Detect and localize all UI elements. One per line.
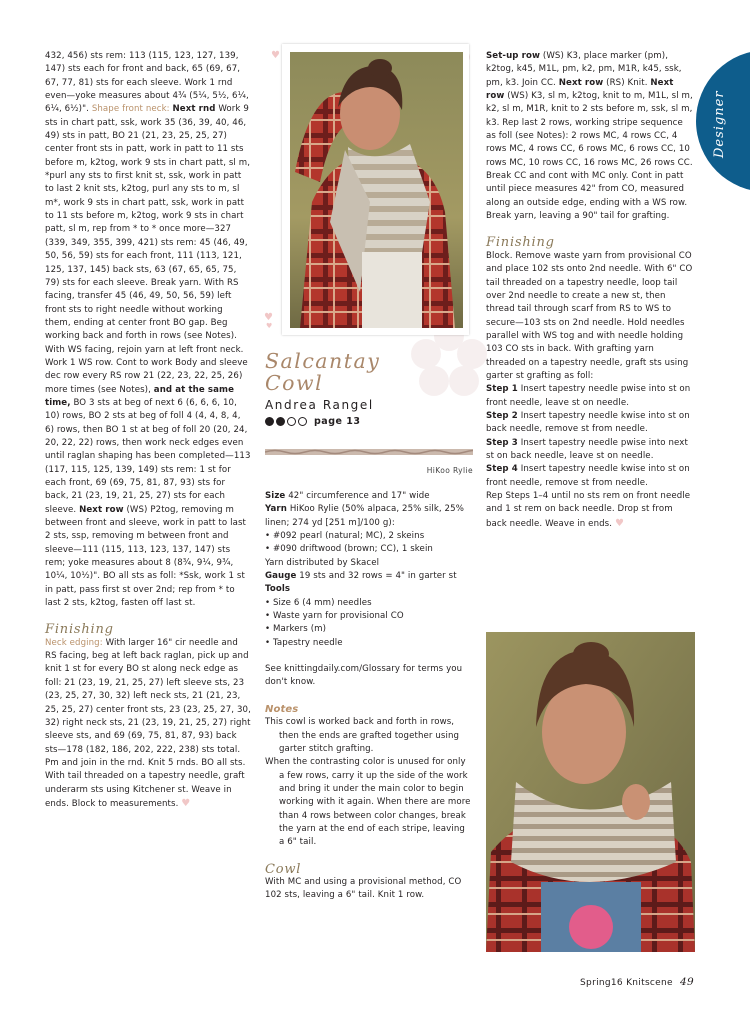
step-item: Step 4 Insert tapestry needle kwise into st on front needle, remove st from needle. bbox=[486, 464, 690, 488]
yarn-swatch-strip bbox=[265, 449, 473, 455]
yarn-item: • #090 driftwood (brown; CC), 1 skein bbox=[265, 544, 433, 555]
difficulty-dot-empty bbox=[287, 417, 296, 426]
column-middle bbox=[265, 490, 473, 903]
yarn-swatch-label: HiKoo Rylie bbox=[426, 466, 473, 475]
column-right bbox=[486, 50, 693, 531]
note-item: When the contrasting color is unused for only a few rows, carry it up the side of the work and bring it under the main color to begin working with it again. When there are more than 4 rows between color changes, break the yarn at the end of each stripe, leaving a 6" tail. bbox=[265, 757, 471, 848]
note-item: This cowl is worked back and forth in rows, then the ends are grafted together using garter stitch grafting. bbox=[265, 717, 460, 754]
heart-icon: ♥ bbox=[271, 50, 280, 61]
gauge-line: Gauge 19 sts and 32 rows = 4" in garter st bbox=[265, 571, 457, 582]
glossary-note: See knittingdaily.com/Glossary for terms you don't know. bbox=[265, 664, 463, 688]
difficulty-dot-filled bbox=[265, 417, 274, 426]
yarn-line: Yarn HiKoo Rylie (50% alpaca, 25% silk, 25% linen; 274 yd [251 m]/100 g): bbox=[265, 504, 464, 528]
page-footer bbox=[580, 976, 694, 988]
page-number: 49 bbox=[680, 976, 694, 988]
cowl-photo-bottom bbox=[486, 632, 695, 952]
tool-item: • Tapestry needle bbox=[265, 637, 343, 648]
designer-name: Andrea Rangel bbox=[265, 398, 374, 412]
step-item: Step 1 Insert tapestry needle pwise into st on front needle, leave st on needle. bbox=[486, 384, 691, 408]
setup-paragraph: Set-up row (WS) K3, place marker (pm), k2tog, k45, M1L, pm, k2, pm, M1R, k45, ssk, pm, k3. Join CC. Next row (RS) Knit. Next row (WS) K3, sl m, k2tog, knit to m, M1L, sl m, k2, sl m, M1R, knit to 2 sts before m, ssk, sl m, k3. Rep last 2 rows, working stripe sequence as foll (see Notes): 2 rows MC, 4 rows CC, 4 rows MC, 4 rows CC, 6 rows MC, 6 rows CC, 10 rows MC, 10 rows CC, 16 rows MC, 26 rows CC. Break CC and cont with MC only. Cont in patt until piece measures 42" from CO, measured along an outside edge, ending with a WS row. Break yarn, leaving a 90" tail for grafting. bbox=[486, 51, 693, 222]
heart-icon: ♥ bbox=[266, 322, 273, 330]
finishing-heading: Finishing bbox=[486, 235, 555, 251]
difficulty-rating bbox=[265, 416, 360, 427]
svg-text:Designer: Designer bbox=[712, 90, 727, 158]
column-left bbox=[45, 50, 251, 811]
cowl-photo-top bbox=[290, 52, 463, 328]
heart-icon: ♥ bbox=[614, 517, 625, 529]
size-line: Size 42" circumference and 17" wide bbox=[265, 491, 430, 501]
finishing-paragraph: Block. Remove waste yarn from provisional CO and place 102 sts onto 2nd needle. With 6" CO tail threaded on a tapestry needle, loop tail over 2nd needle to create a new st, then thread tail through scarf from RS to WS to secure—103 sts on 2nd needle. Hold needles parallel with WS tog and with needle holding 103 CO sts in back. With grafting yarn threaded on a tapestry needle, graft sts using garter st grafting as foll: bbox=[486, 250, 693, 381]
difficulty-dot-empty bbox=[298, 417, 307, 426]
tool-item: • Markers (m) bbox=[265, 624, 327, 635]
issue-name: Spring16 Knitscene bbox=[580, 978, 673, 988]
step-item: Step 3 Insert tapestry needle pwise into next st on back needle, leave st on needle. bbox=[486, 437, 688, 461]
finishing-heading: Finishing bbox=[45, 622, 114, 638]
tool-item: • Size 6 (4 mm) needles bbox=[265, 597, 372, 608]
neck-edging-paragraph: Neck edging: With larger 16" cir needle and RS facing, beg at left back raglan, pick up and knit 1 st for every BO st along neck edge as foll: 21 (23, 19, 21, 25, 27) left sleeve sts, 23 (23, 25, 27, 30, 32) left neck sts, 21 (21, 23, 25, 25, 27) center front sts, 23 (23, 25, 27, 30, 32) right neck sts, 21 (23, 19, 21, 25, 27) right sleeve sts, and 69 (69, 75, 81, 87, 93) back sts—178 (182, 186, 202, 222, 238) sts total. Pm and join in the rnd. Knit 5 rnds. BO all sts. With tail threaded on a tapestry needle, graft underarm sts using Kitchener st. Weave in ends. Block to measurements. ♥ bbox=[45, 637, 251, 809]
distributor-line: Yarn distributed by Skacel bbox=[265, 557, 380, 568]
sweater-yoke-paragraph: 432, 456) sts rem: 113 (115, 123, 127, 139, 147) sts each for front and back, 65 (69, 67, 67, 77, 81) sts for each sleeve. Work 1 rnd even—yoke measures about 4¾ (5¼, 5½, 6¼, 6¼, 6½)". Shape front neck: Next rnd Work 9 sts in chart patt, ssk, work 35 (36, 39, 40, 46, 49) sts in patt, BO 21 (21, 23, 25, 25, 27) center front sts in patt, work in patt to 11 sts before m, k2tog, work 9 sts in chart patt, sl m, *purl any sts to first knit st, ssk, work in patt to last 2 knit sts, k2tog, purl any sts to m, sl m*, work 9 sts in chart patt, ssk, work in patt to 11 sts before m, k2tog, work 9 sts in chart patt, sl m, rep from * to * once more—327 (339, 349, 355, 399, 421) sts rem: 45 (46, 49, 50, 56, 59) sts for each front, 111 (113, 121, 125, 137, 145) back sts, 63 (67, 65, 65, 75, 79) sts for each sleeve. Break yarn. With RS facing, transfer 45 (46, 49, 50, 56, 59) left front sts to right needle without working them, ending at center front BO gap. Beg working back and forth in rows (see Notes). With WS facing, rejoin yarn at left front neck. Work 1 WS row. Cont to work Body and sleeve dec row every RS row 21 (22, 23, 22, 25, 26) more times (see Notes), and at the same time, BO 3 sts at beg of next 6 (6, 6, 6, 10, 10) rows, BO 2 sts at beg of foll 4 (4, 4, 8, 4, 6) rows, then BO 1 st at beg of foll 20 (20, 24, 20, 22, 22) rows, then work neck edges even until raglan shaping has been completed—113 (117, 115, 125, 139, 149) sts rem: 1 st for each front, 69 (69, 75, 81, 87, 93) sts for back, 21 (23, 19, 21, 25, 27) sts for each sleeve. Next row (WS) P2tog, removing m between front and sleeve, work in patt to last 2 sts, ssp, removing m between front and sleeve—111 (115, 113, 123, 137, 147) sts rem; yoke measures about 8 (8¾, 9¼, 9¾, 10¼, 10½)". BO all sts as foll: *Ssk, work 1 st in patt, pass first st over 2nd; rep from * to last 2 sts, k2tog, fasten off last st. bbox=[45, 51, 251, 609]
step-item: Step 2 Insert tapestry needle kwise into st on back needle, remove st from needle. bbox=[486, 410, 690, 435]
cowl-instructions: With MC and using a provisional method, CO 102 sts, leaving a 6" tail. Knit 1 row. bbox=[265, 876, 462, 901]
repeat-paragraph: Rep Steps 1–4 until no sts rem on front needle and 1 st rem on back needle. Drop st from back needle. Weave in ends. ♥ bbox=[486, 491, 691, 529]
tools-heading: Tools bbox=[265, 584, 291, 595]
tool-item: • Waste yarn for provisional CO bbox=[265, 611, 404, 622]
page-reference: page 13 bbox=[314, 416, 361, 427]
cowl-heading: Cowl bbox=[265, 861, 302, 877]
designer-tab-label bbox=[699, 82, 739, 162]
notes-heading: Notes bbox=[265, 703, 299, 715]
heart-icon: ♥ bbox=[181, 797, 191, 809]
pattern-title: Salcantay Cowl bbox=[265, 349, 381, 395]
heart-icon: ♥ bbox=[264, 312, 273, 323]
yarn-item: • #092 pearl (natural; MC), 2 skeins bbox=[265, 531, 425, 542]
difficulty-dot-filled bbox=[276, 417, 285, 426]
